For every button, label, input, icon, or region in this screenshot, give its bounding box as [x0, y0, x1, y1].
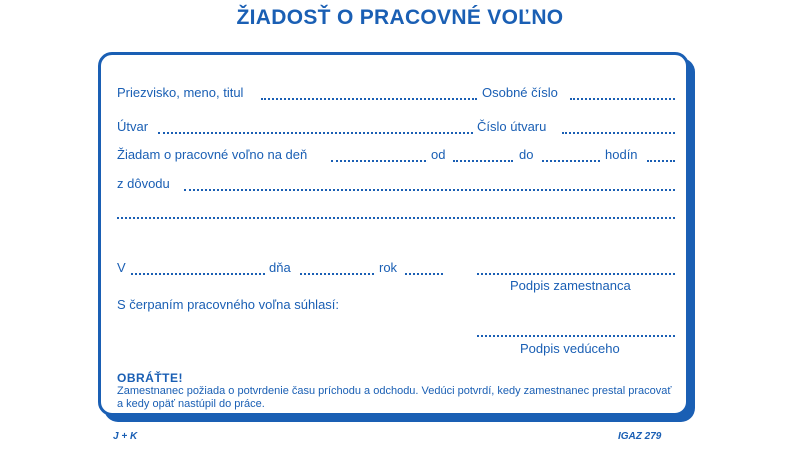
hours-field[interactable]	[647, 160, 675, 162]
form-card	[98, 52, 689, 416]
to-time-field[interactable]	[542, 160, 600, 162]
unit-number-field[interactable]	[562, 132, 675, 134]
to-label: do	[519, 147, 534, 162]
hours-label: hodín	[605, 147, 638, 162]
personal-number-label: Osobné číslo	[482, 85, 558, 100]
surname-label: Priezvisko, meno, titul	[117, 85, 244, 100]
form-title: ŽIADOSŤ O PRACOVNÉ VOĽNO	[236, 6, 564, 29]
from-label: od	[431, 147, 446, 162]
unit-field[interactable]	[158, 132, 473, 134]
day-field[interactable]	[300, 273, 374, 275]
unit-label: Útvar	[117, 119, 149, 134]
personal-number-field[interactable]	[570, 98, 675, 100]
reason-field-continued[interactable]	[117, 217, 675, 219]
note-text: Zamestnanec požiada o potvrdenie času príchodu a odchodu. Vedúci potvrdí, kedy zamestnanec prestal pracovať a kedy opäť nastúpil do práce.	[117, 385, 672, 410]
reason-label: z dôvodu	[117, 176, 170, 191]
unit-number-label: Číslo útvaru	[477, 119, 547, 134]
from-time-field[interactable]	[453, 160, 513, 162]
note-title: OBRÁŤTE!	[117, 371, 183, 385]
surname-field[interactable]	[261, 98, 477, 100]
employee-signature-label: Podpis zamestnanca	[510, 278, 631, 293]
manager-signature-label: Podpis vedúceho	[520, 341, 620, 356]
place-field[interactable]	[131, 273, 265, 275]
day-label: dňa	[269, 260, 291, 275]
year-label: rok	[379, 260, 398, 275]
request-label: Žiadam o pracovné voľno na deň	[117, 147, 308, 162]
employee-signature-field[interactable]	[477, 273, 675, 275]
request-date-field[interactable]	[331, 160, 426, 162]
footer-right: IGAZ 279	[618, 431, 662, 442]
year-field[interactable]	[405, 273, 443, 275]
approval-label: S čerpaním pracovného voľna súhlasí:	[117, 297, 340, 312]
reason-field[interactable]	[184, 189, 675, 191]
footer-left: J + K	[113, 431, 138, 442]
manager-signature-field[interactable]	[477, 335, 675, 337]
place-label: V	[117, 260, 126, 275]
